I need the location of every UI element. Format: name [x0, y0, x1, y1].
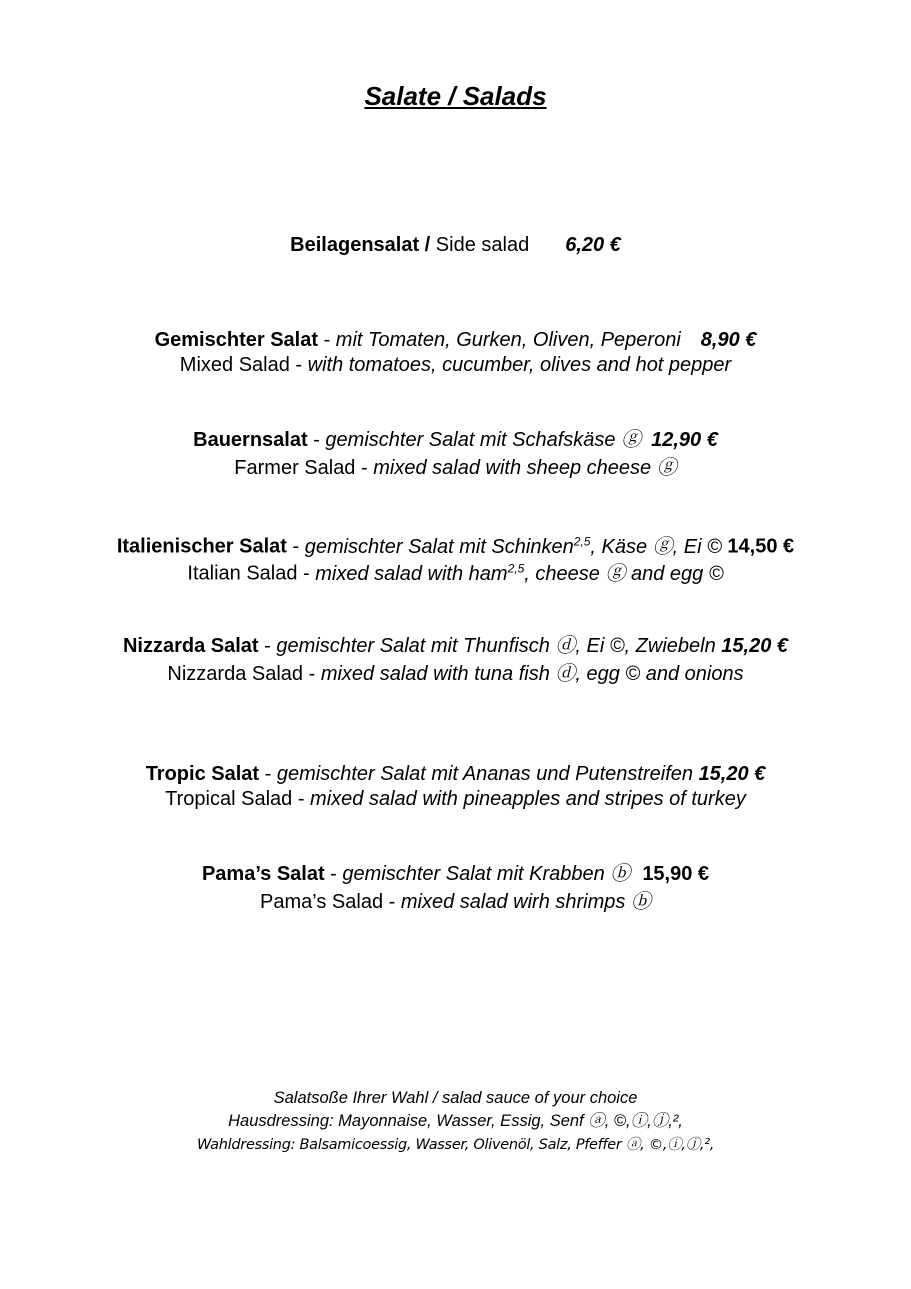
item-name-de: Italienischer Salat: [116, 535, 287, 558]
menu-item-mixed-salad-de: Gemischter Salat - mit Tomaten, Gurken, Oliven, Peperoni 8,90 €: [154, 329, 757, 351]
item-desc-de: gemischter Salat mit Ananas und Putenstreifen: [276, 763, 693, 785]
item-desc-en: mixed salad wirh shrimps ⓑ: [400, 891, 651, 913]
item-desc-de: gemischter Salat mit Krabben ⓑ: [342, 863, 631, 885]
allergen-superscript: 2,5: [573, 534, 591, 548]
item-name-de: Beilagensalat /: [290, 234, 431, 256]
item-price: 8,90 €: [700, 329, 757, 351]
item-price: 15,20 €: [698, 763, 766, 785]
item-desc-de: gemischter Salat mit Thunfisch ⓓ, Ei ©, Zwiebeln: [276, 635, 716, 657]
menu-item-nizzarda-salad-de: Nizzarda Salat - gemischter Salat mit Thunfisch ⓓ, Ei ©, Zwiebeln 15,20 €: [122, 635, 789, 657]
footer-sauce-heading: Salatsoße Ihrer Wahl / salad sauce of your choice: [273, 1089, 638, 1107]
menu-item-farmer-salad-de: Bauernsalat - gemischter Salat mit Schafskäse ⓖ 12,90 €: [193, 429, 718, 451]
item-name-en: Tropical Salad: [165, 788, 293, 810]
item-price: 14,50 €: [727, 535, 795, 558]
item-desc-de: gemischter Salat mit Schafskäse ⓖ: [325, 429, 642, 451]
item-desc-en: mixed salad with tuna fish ⓓ, egg © and onions: [320, 663, 744, 685]
item-name-de: Nizzarda Salat: [122, 635, 259, 657]
item-name-en: Pama’s Salad: [260, 891, 384, 913]
menu-item-italian-salad-en: Italian Salad - mixed salad with ham$^{2,5}$, cheese ⓖ and egg ©: [187, 561, 724, 585]
item-name-en: Mixed Salad: [179, 354, 290, 376]
item-price: 15,20 €: [721, 635, 789, 657]
menu-item-tropic-salad-en: Tropical Salad - mixed salad with pineapples and stripes of turkey: [165, 788, 746, 810]
item-name-en: Italian Salad: [187, 562, 298, 585]
item-desc-de: mit Tomaten, Gurken, Oliven, Peperoni: [335, 329, 681, 351]
footer-house-dressing: Hausdressing: Mayonnaise, Wasser, Essig, Senf ⓐ, ©,ⓘ,ⓙ,²,: [228, 1112, 683, 1130]
item-desc-en: mixed salad with sheep cheese ⓖ: [373, 457, 677, 479]
item-name-de: Pama’s Salat: [201, 863, 325, 885]
menu-item-italian-salad-de: Italienischer Salat - gemischter Salat mit Schinken$^{2,5}$, Käse ⓖ, Ei © 14,50 €: [116, 534, 795, 558]
item-name-de: Bauernsalat: [193, 429, 308, 451]
menu-item-side-salad: [0, 232, 911, 258]
item-name-en: Farmer Salad: [234, 457, 356, 479]
allergen-superscript: 2,5: [507, 561, 525, 575]
item-desc-en: mixed salad with pineapples and stripes of turkey: [310, 788, 746, 810]
menu-item-nizzarda-salad-en: Nizzarda Salad - mixed salad with tuna fish ⓓ, egg © and onions: [167, 663, 744, 685]
item-desc-de: gemischter Salat mit Schinken$^{2,5}$, Käse ⓖ, Ei ©: [304, 534, 722, 558]
item-name-de: Gemischter Salat: [154, 329, 319, 351]
item-price: 15,90 €: [642, 863, 710, 885]
menu-item-pamas-salad-en: Pama’s Salad - mixed salad wirh shrimps ⓑ: [260, 891, 651, 913]
menu-item-farmer-salad-en: Farmer Salad - mixed salad with sheep cheese ⓖ: [234, 457, 677, 479]
item-price: 12,90 €: [651, 429, 718, 451]
item-desc-en: with tomatoes, cucumber, olives and hot pepper: [307, 354, 732, 376]
item-name-de: Tropic Salat: [145, 763, 260, 785]
item-price: 6,20 €: [565, 234, 621, 256]
page-title: Salate / Salads: [364, 81, 547, 111]
menu-item-tropic-salad-de: Tropic Salat - gemischter Salat mit Ananas und Putenstreifen 15,20 €: [145, 763, 766, 785]
item-name-en: Side salad: [435, 234, 530, 256]
menu-item-mixed-salad-en: Mixed Salad - with tomatoes, cucumber, olives and hot pepper: [179, 354, 732, 376]
item-desc-en: mixed salad with ham$^{2,5}$, cheese ⓖ and egg ©: [315, 561, 724, 585]
menu-item-pamas-salad-de: Pama’s Salat - gemischter Salat mit Krabben ⓑ 15,90 €: [201, 863, 710, 885]
footer-choice-dressing: Wahldressing: Balsamicoessig, Wasser, Olivenöl, Salz, Pfeffer ⓐ, ©,ⓘ,ⓙ,²,: [196, 1137, 715, 1153]
item-name-en: Nizzarda Salad: [167, 663, 304, 685]
